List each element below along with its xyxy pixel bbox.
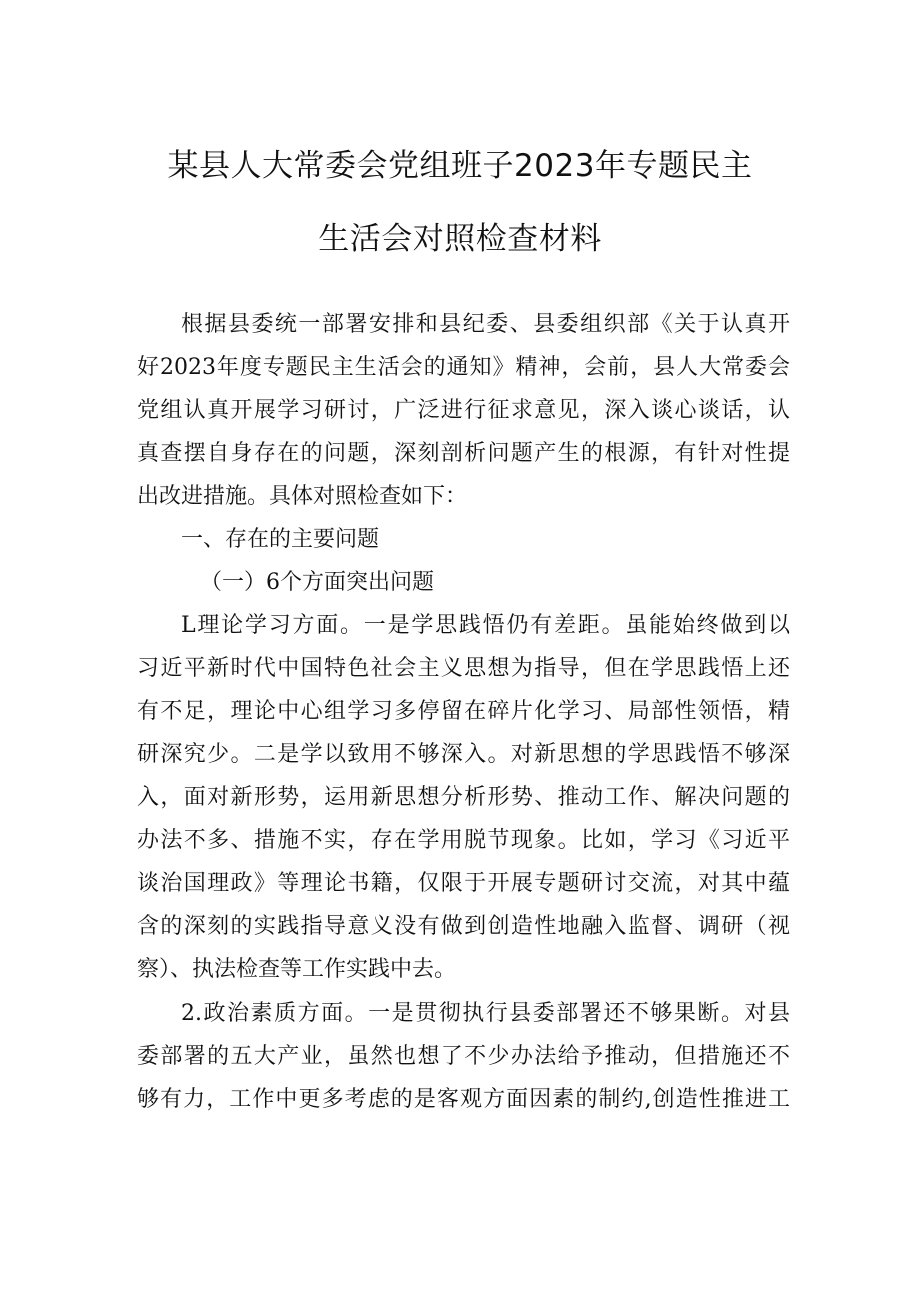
intro-line: 真查摆自身存在的问题，深刻剖析问题产生的根源，有针对性提: [137, 441, 790, 466]
item-1-line: 谈治国理政》等理论书籍，仅限于开展专题研讨交流，对其中蕴: [137, 871, 790, 896]
item-2-line: 委部署的五大产业，虽然也想了不少办法给予推动，但措施还不: [137, 1044, 790, 1069]
document-title-line-2: 生活会对照检查材料: [318, 221, 602, 257]
document-title-line-1: 某县人大常委会党组班子2023年专题民主: [167, 148, 753, 184]
item-1-line: 含的深刻的实践指导意义没有做到创造性地融入监督、调研（视: [137, 914, 790, 939]
item-1-line: L理论学习方面。一是学思践悟仍有差距。虽能始终做到以: [181, 613, 790, 638]
intro-line: 根据县委统一部署安排和县纪委、县委组织部《关于认真开: [181, 312, 790, 337]
item-1-line: 察）、执法检查等工作实践中去。: [137, 957, 457, 982]
section-heading: 一、存在的主要问题: [181, 527, 380, 552]
item-2-line: 够有力，工作中更多考虑的是客观方面因素的制约,创造性推进工: [137, 1087, 790, 1112]
item-1-line: 入，面对新形势，运用新思想分析形势、推动工作、解决问题的: [137, 785, 790, 810]
item-1-line: 有不足，理论中心组学习多停留在碎片化学习、局部性领悟，精: [137, 699, 790, 724]
item-1-line: 办法不多、措施不实，存在学用脱节现象。比如，学习《习近平: [137, 828, 790, 853]
intro-line: 党组认真开展学习研讨，广泛进行征求意见，深入谈心谈话，认: [137, 398, 790, 423]
subsection-heading: （一）6个方面突出问题: [200, 570, 434, 595]
item-1-line: 习近平新时代中国特色社会主义思想为指导，但在学思践悟上还: [137, 656, 790, 681]
item-1-line: 研深究少。二是学以致用不够深入。对新思想的学思践悟不够深: [137, 742, 790, 767]
intro-line: 出改进措施。具体对照检查如下：: [137, 484, 468, 509]
item-2-line: 2.政治素质方面。一是贯彻执行县委部署还不够果断。对县: [181, 1001, 790, 1026]
intro-line: 好2023年度专题民主生活会的通知》精神，会前，县人大常委会: [137, 355, 790, 380]
